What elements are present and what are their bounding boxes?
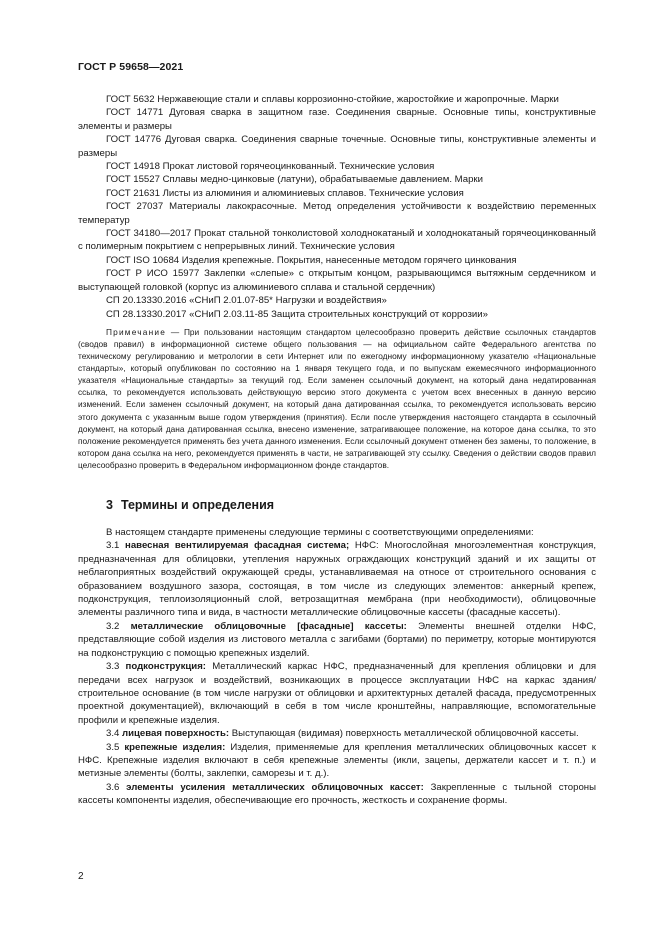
reference-item: ГОСТ 27037 Материалы лакокрасочные. Метод определения устойчивости к воздействию переменных температур bbox=[78, 201, 596, 226]
term-text: Изделия, применяемые для крепления металлических облицовочных кассет к НФС. Крепежные изделия включают в себя крепежные элементы (икли, зацепы, держатели кассет и т. п.) и метизные элементы (болты, заклепки, саморезы и т. д.). bbox=[78, 741, 596, 780]
term-number: 3.5 bbox=[106, 741, 120, 753]
reference-item: ГОСТ Р ИСО 15977 Заклепки «слепые» с открытым концом, разрывающимся вытяжным сердечником и выступающей головкой (корпус из алюминиевого сплава и стальной сердечник) bbox=[78, 268, 596, 293]
reference-item: ГОСТ 14771 Дуговая сварка в защитном газе. Соединения сварные. Основные типы, конструктивные элементы и размеры bbox=[78, 107, 596, 132]
section-intro: В настоящем стандарте применены следующие термины с соответствующими определениями: bbox=[106, 527, 534, 539]
reference-item: ГОСТ 34180—2017 Прокат стальной тонколистовой холоднокатаный и холоднокатаный горячеоцинкованный с полимерным покрытием с непрерывных линий. Технические условия bbox=[78, 228, 596, 253]
note-lead: Примечание bbox=[106, 326, 167, 337]
term-name: крепежные изделия: bbox=[124, 741, 226, 753]
term-number: 3.4 bbox=[106, 728, 120, 740]
term-number: 3.3 bbox=[106, 661, 120, 673]
term-name: металлические облицовочные [фасадные] кассеты: bbox=[130, 620, 407, 632]
term-name: подконструкция: bbox=[125, 661, 206, 673]
reference-item: ГОСТ 14776 Дуговая сварка. Соединения сварные точечные. Основные типы, конструктивные элементы и размеры bbox=[78, 134, 596, 159]
reference-item: СП 28.13330.2017 «СНиП 2.03.11-85 Защита строительных конструкций от коррозии» bbox=[106, 308, 488, 320]
document-header: ГОСТ Р 59658—2021 bbox=[78, 61, 184, 73]
page-content bbox=[78, 93, 596, 808]
term-definition bbox=[78, 741, 596, 781]
reference-item: ГОСТ 21631 Листы из алюминия и алюминиевых сплавов. Технические условия bbox=[106, 187, 464, 199]
term-text: Металлический каркас НФС, предназначенный для крепления облицовки и для передачи всех нагрузок и воздействий, возникающих в процессе эксплуатации НФС на каркас здания/строительное основание (в том числе нагрузки от облицовки и архитектурных деталей фасада, предусмотренных проектной документацией), включающий в себя в том числе кронштейны, направляющие, вспомогательные профили и крепежные изделия. bbox=[78, 661, 597, 726]
section-heading bbox=[106, 498, 596, 512]
reference-item: ГОСТ 5632 Нержавеющие стали и сплавы коррозионно-стойкие, жаростойкие и жаропрочные. Марки bbox=[106, 94, 559, 105]
term-number: 3.2 bbox=[106, 620, 120, 632]
reference-item: ГОСТ 14918 Прокат листовой горячеоцинкованный. Технические условия bbox=[106, 161, 435, 173]
term-definition bbox=[78, 660, 596, 727]
term-number: 3.1 bbox=[106, 540, 120, 552]
term-text: Выступающая (видимая) поверхность металлической облицовочной кассеты. bbox=[231, 728, 579, 740]
term-definition bbox=[78, 727, 596, 740]
term-text: НФС: Многослойная многоэлементная конструкция, предназначенная для облицовки, утепления наружных ограждающих конструкций зданий и их защиты от неблагоприятных воздействий окружающей среды, устанавливаемая на относе от строительного основания с образованием воздушного зазора, состоящая, в том числе из следующих элементов: анкерный крепеж, подконструкция, теплоизоляционный слой, ветрозащитная мембрана (при необходимости), облицовочные элементы различного типа и вида, в частности металлические облицовочные кассеты (фасадные кассеты). bbox=[78, 540, 597, 619]
reference-item: ГОСТ 15527 Сплавы медно-цинковые (латуни), обрабатываемые давлением. Марки bbox=[106, 174, 483, 186]
note-paragraph bbox=[78, 326, 596, 471]
reference-item: ГОСТ ISO 10684 Изделия крепежные. Покрытия, нанесенные методом горячего цинкования bbox=[106, 254, 517, 266]
term-definition bbox=[78, 620, 596, 660]
term-name: навесная вентилируемая фасадная система; bbox=[125, 540, 350, 552]
section-number: 3 bbox=[106, 498, 113, 513]
term-text: Закрепленные с тыльной стороны кассеты компоненты изделия, обеспечивающие его прочность, жесткость и сохранение формы. bbox=[78, 781, 596, 807]
section-title: Термины и определения bbox=[120, 498, 275, 513]
normative-references-list bbox=[78, 93, 596, 321]
term-definition bbox=[78, 781, 596, 808]
term-name: элементы усиления металлических облицовочных кассет: bbox=[126, 781, 424, 793]
note-text: — При пользовании настоящим стандартом целесообразно проверить действие ссылочных стандартов (сводов правил) в информационной системе общего пользования — на официальном сайте Федерального агентства по техническому регулированию и метрологии в сети Интернет или по ежегодному информационному указателю «Национальные стандарты», который опубликован по состоянию на 1 января текущего года, и по выпускам ежемесячного информационного указателя «Национальные стандарты» за текущий год. Если заменен ссылочный документ, на который дана недатированная ссылка, то рекомендуется использовать действующую версию этого документа с учетом всех внесенных в данную версию изменений. Если заменен ссылочный документ, на который дана датированная ссылка, то рекомендуется использовать версию этого документа с указанным выше годом утверждения (принятия). Если после утверждения настоящего стандарта в ссылочный документ, на который дана датированная ссылка, внесено изменение, затрагивающее положение, на которое дана ссылка, то это положение рекомендуется применять без учета данного изменения. Если ссылочный документ отменен без замены, то положение, в котором дана ссылка на него, рекомендуется применять в части, не затрагивающей эту ссылку. Сведения о действии сводов правил целесообразно проверить в Федеральном информационном фонде стандартов. bbox=[78, 326, 597, 470]
term-name: лицевая поверхность: bbox=[122, 728, 230, 740]
term-text: Элементы внешней отделки НФС, представляющие собой изделия из листового металла с загибами (бортами) по периметру, которые монтируются на подконструкцию с помощью крепежных изделий. bbox=[78, 620, 596, 659]
term-number: 3.6 bbox=[106, 781, 120, 793]
reference-item: СП 20.13330.2016 «СНиП 2.01.07-85* Нагрузки и воздействия» bbox=[106, 295, 387, 307]
page-number: 2 bbox=[78, 871, 84, 882]
term-definition bbox=[78, 539, 596, 619]
